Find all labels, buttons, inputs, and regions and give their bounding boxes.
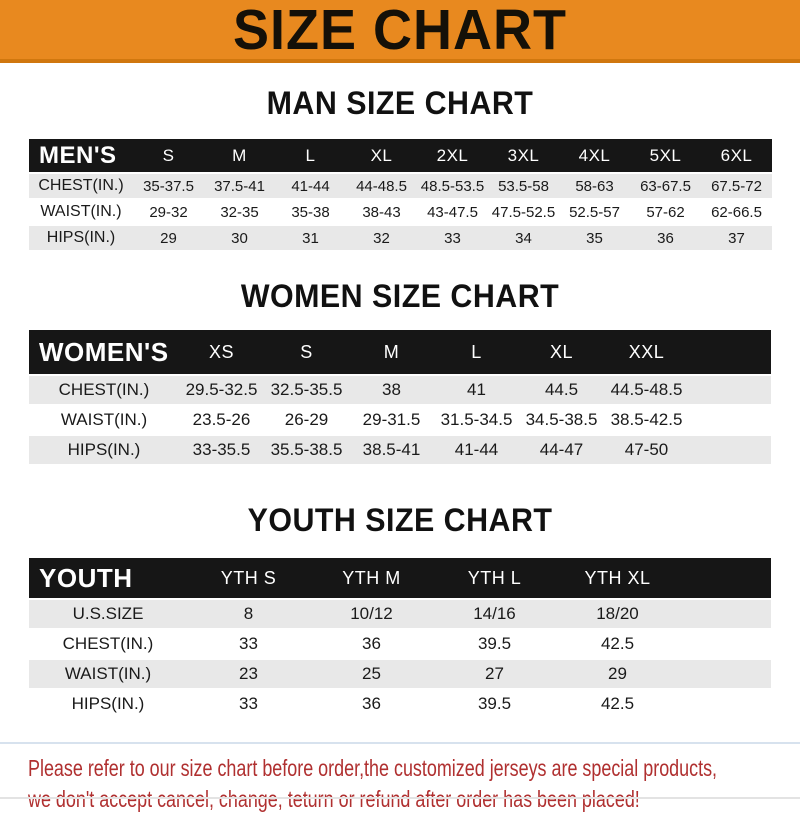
youth-header-row: [29, 558, 771, 598]
size-value: 31: [275, 226, 346, 250]
row-label: CHEST(IN.): [29, 174, 133, 198]
women-section-heading: WOMEN SIZE CHART: [240, 278, 560, 314]
size-value: 63-67.5: [630, 174, 701, 198]
women-row-hipsin: [29, 436, 771, 464]
size-value: 32.5-35.5: [264, 376, 349, 404]
size-value: 27: [433, 660, 556, 688]
size-value: [689, 436, 771, 464]
youth-row-ussize: [29, 600, 771, 628]
men-size-section: [0, 85, 800, 252]
size-value: 53.5-58: [488, 174, 559, 198]
size-value: 38.5-41: [349, 436, 434, 464]
row-label: HIPS(IN.): [29, 436, 179, 464]
size-value: 44-47: [519, 436, 604, 464]
size-value: 10/12: [310, 600, 433, 628]
size-value: 23.5-26: [179, 406, 264, 434]
men-col-5xl: 5XL: [630, 139, 701, 172]
size-value: 34.5-38.5: [519, 406, 604, 434]
size-value: 30: [204, 226, 275, 250]
size-value: 29: [556, 660, 679, 688]
size-value: 29: [133, 226, 204, 250]
bottom-divider: [0, 797, 800, 799]
women-col-m: M: [349, 330, 434, 374]
men-row-hipsin: [29, 226, 772, 250]
size-value: 33: [187, 690, 310, 718]
women-col-xs: XS: [179, 330, 264, 374]
women-size-section: [0, 278, 800, 466]
men-section-heading: MAN SIZE CHART: [266, 85, 534, 121]
men-col-s: S: [133, 139, 204, 172]
size-value: 26-29: [264, 406, 349, 434]
men-col-l: L: [275, 139, 346, 172]
row-label: WAIST(IN.): [29, 200, 133, 224]
men-header-row: [29, 139, 772, 172]
size-value: 48.5-53.5: [417, 174, 488, 198]
row-label: HIPS(IN.): [29, 690, 187, 718]
size-value: 43-47.5: [417, 200, 488, 224]
size-value: 32: [346, 226, 417, 250]
women-header-row: [29, 330, 771, 374]
youth-col-yth-l: YTH L: [433, 558, 556, 598]
banner-title: SIZE CHART: [233, 0, 567, 62]
size-value: [679, 630, 771, 658]
women-row-waistin: [29, 406, 771, 434]
size-value: 47-50: [604, 436, 689, 464]
size-value: [689, 406, 771, 434]
women-col-xl: XL: [519, 330, 604, 374]
size-value: 18/20: [556, 600, 679, 628]
men-col-2xl: 2XL: [417, 139, 488, 172]
row-label: WAIST(IN.): [29, 660, 187, 688]
size-value: 38.5-42.5: [604, 406, 689, 434]
size-value: 32-35: [204, 200, 275, 224]
youth-row-waistin: [29, 660, 771, 688]
size-value: 42.5: [556, 690, 679, 718]
size-value: 35-38: [275, 200, 346, 224]
size-value: 57-62: [630, 200, 701, 224]
footer-disclaimer: [0, 742, 800, 815]
youth-size-section: [0, 502, 800, 720]
men-col-3xl: 3XL: [488, 139, 559, 172]
size-value: 44-48.5: [346, 174, 417, 198]
size-value: 38-43: [346, 200, 417, 224]
youth-col-yth-s: YTH S: [187, 558, 310, 598]
size-value: 42.5: [556, 630, 679, 658]
men-table-title: MEN'S: [29, 139, 133, 172]
men-col-xl: XL: [346, 139, 417, 172]
women-size-table: [29, 328, 771, 466]
size-value: 58-63: [559, 174, 630, 198]
size-value: 36: [310, 630, 433, 658]
footer-line-1: Please refer to our size chart before order,the customized jerseys are special products,: [28, 755, 718, 781]
size-value: 35.5-38.5: [264, 436, 349, 464]
size-value: 41: [434, 376, 519, 404]
size-value: 47.5-52.5: [488, 200, 559, 224]
size-value: 41-44: [275, 174, 346, 198]
size-value: 25: [310, 660, 433, 688]
size-value: [679, 660, 771, 688]
youth-col-yth-xl: YTH XL: [556, 558, 679, 598]
women-row-chestin: [29, 376, 771, 404]
size-value: [689, 376, 771, 404]
size-value: 41-44: [434, 436, 519, 464]
youth-row-chestin: [29, 630, 771, 658]
men-col-4xl: 4XL: [559, 139, 630, 172]
women-col-spacer: [689, 330, 771, 374]
size-value: 36: [310, 690, 433, 718]
size-value: 33: [187, 630, 310, 658]
women-col-s: S: [264, 330, 349, 374]
size-value: 31.5-34.5: [434, 406, 519, 434]
youth-col-yth-m: YTH M: [310, 558, 433, 598]
size-value: 39.5: [433, 690, 556, 718]
size-value: 33-35.5: [179, 436, 264, 464]
size-value: 62-66.5: [701, 200, 772, 224]
size-value: 52.5-57: [559, 200, 630, 224]
row-label: CHEST(IN.): [29, 376, 179, 404]
row-label: WAIST(IN.): [29, 406, 179, 434]
men-col-m: M: [204, 139, 275, 172]
row-label: HIPS(IN.): [29, 226, 133, 250]
size-chart-banner: [0, 0, 800, 63]
youth-col-spacer: [679, 558, 771, 598]
row-label: U.S.SIZE: [29, 600, 187, 628]
size-value: 37: [701, 226, 772, 250]
youth-section-heading: YOUTH SIZE CHART: [247, 502, 553, 538]
women-table-title: WOMEN'S: [29, 330, 179, 374]
size-value: 8: [187, 600, 310, 628]
size-value: 44.5: [519, 376, 604, 404]
youth-row-hipsin: [29, 690, 771, 718]
size-value: 29-31.5: [349, 406, 434, 434]
size-value: 29.5-32.5: [179, 376, 264, 404]
size-value: 67.5-72: [701, 174, 772, 198]
size-value: 37.5-41: [204, 174, 275, 198]
size-value: 38: [349, 376, 434, 404]
size-value: [679, 600, 771, 628]
size-value: 23: [187, 660, 310, 688]
size-value: 34: [488, 226, 559, 250]
men-col-6xl: 6XL: [701, 139, 772, 172]
size-value: 44.5-48.5: [604, 376, 689, 404]
size-value: 14/16: [433, 600, 556, 628]
men-row-waistin: [29, 200, 772, 224]
size-value: 35-37.5: [133, 174, 204, 198]
size-value: 36: [630, 226, 701, 250]
row-label: CHEST(IN.): [29, 630, 187, 658]
women-col-l: L: [434, 330, 519, 374]
size-value: 29-32: [133, 200, 204, 224]
size-value: 35: [559, 226, 630, 250]
size-value: 33: [417, 226, 488, 250]
youth-table-title: YOUTH: [29, 558, 187, 598]
youth-size-table: [29, 556, 771, 720]
women-col-xxl: XXL: [604, 330, 689, 374]
men-size-table: [29, 137, 772, 252]
men-row-chestin: [29, 174, 772, 198]
size-value: 39.5: [433, 630, 556, 658]
footer-line-2: we don't accept cancel, change, teturn or refund after order has been placed!: [28, 786, 640, 812]
size-value: [679, 690, 771, 718]
